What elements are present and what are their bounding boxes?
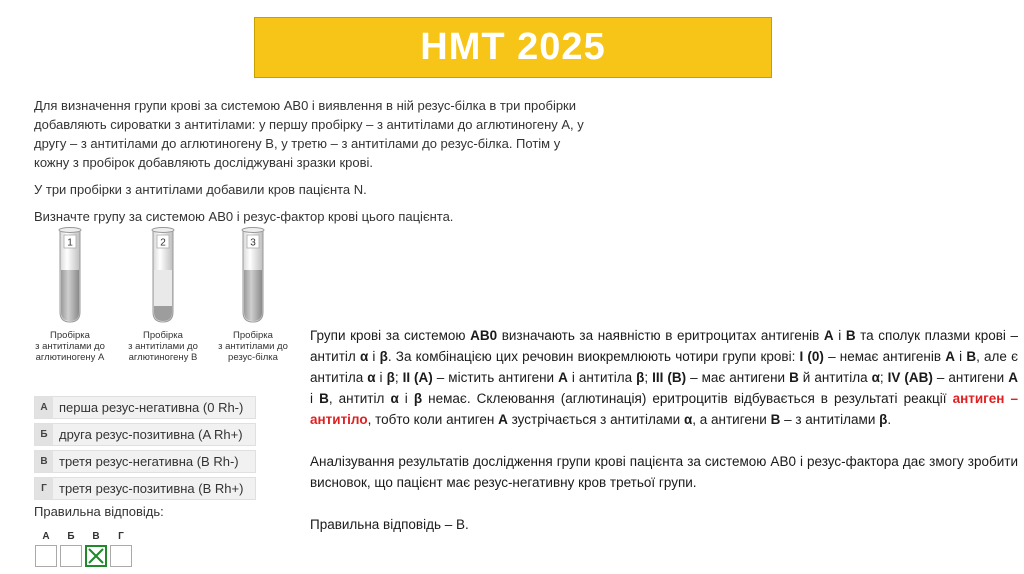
text-run: А: [1008, 370, 1018, 385]
text-run: , а антигени: [692, 412, 771, 427]
text-run: й антитіла: [798, 370, 872, 385]
tube-number: 3: [250, 237, 256, 249]
answer-checkbox[interactable]: [110, 545, 132, 567]
option-letter: Г: [35, 478, 53, 499]
option-text: друга резус-позитивна (A Rh+): [59, 427, 243, 442]
text-run: β: [413, 391, 423, 406]
text-run: – містить антигени: [432, 370, 559, 385]
text-run: і: [833, 328, 846, 343]
text-run: – має антигени: [686, 370, 790, 385]
text-run: Групи крові за системою: [310, 328, 471, 343]
text-run: α: [359, 349, 369, 364]
tube-caption-line: з антитілами до: [35, 341, 105, 352]
text-run: IV (AB): [887, 370, 933, 385]
text-run: і антитіла: [567, 370, 637, 385]
text-run: β: [879, 412, 888, 427]
tube-caption-line: аглютиногену В: [128, 352, 198, 363]
text-run: А: [945, 349, 955, 364]
text-run: В: [770, 412, 781, 427]
tube-caption-line: аглютиногену А: [35, 352, 105, 363]
text-run: α: [871, 370, 880, 385]
text-run: III (B): [652, 370, 687, 385]
tube-number: 1: [67, 237, 73, 249]
answer-cell: [59, 531, 83, 567]
text-run: І (0): [799, 349, 824, 364]
text-run: А: [498, 412, 508, 427]
explanation-answer: Правильна відповідь – В.: [310, 517, 469, 532]
text-run: – немає антигенів: [823, 349, 946, 364]
test-tube-icon: [143, 226, 183, 326]
text-run: та сполук плазми крові – антитіл: [310, 328, 1018, 364]
explanation: [310, 325, 1018, 535]
highlighted-term: антиген – антитіло: [310, 391, 1019, 427]
test-tube-3: [205, 226, 301, 363]
text-run: немає. Склеювання (аглютинація) еритроцитів відбувається в результаті реакції: [422, 391, 953, 406]
text-run: В: [845, 328, 856, 343]
answer-grid: [34, 531, 134, 567]
text-run: і: [375, 370, 387, 385]
answer-cell-letter: А: [42, 531, 50, 542]
text-run: α: [367, 370, 376, 385]
option-text: перша резус-негативна (0 Rh-): [59, 400, 244, 415]
tube-caption-line: Пробірка: [50, 330, 90, 341]
test-tube-icon: [50, 226, 90, 326]
text-run: β: [379, 349, 388, 364]
test-tube-1: [22, 226, 118, 363]
text-run: α: [390, 391, 399, 406]
option-letter: В: [35, 451, 53, 472]
page-title: НМТ 2025: [420, 26, 606, 68]
text-run: і: [955, 349, 967, 364]
option-letter: А: [35, 397, 53, 418]
option-b: [34, 423, 256, 446]
task-question: Визначте групу за системою АВ0 і резус-фактор крові цього пацієнта.: [34, 209, 454, 224]
option-letter: Б: [35, 424, 53, 445]
tube-caption-line: з антитілами до: [218, 341, 288, 352]
tube-number: 2: [160, 237, 166, 249]
text-run: α: [683, 412, 693, 427]
text-run: β: [386, 370, 395, 385]
task-paragraph: Для визначення групи крові за системою АВ0 і виявлення в ній резус-білка в три пробірки добавляють сироватки з антитілами: у першу пробірку – з антитілами до аглютиногену А, у другу – з антитілами до аглютиногену В, у третю – з антитілами до резус-білка. Потім у кожну з пробірок добавляють досліджувані зразки крові.: [34, 98, 584, 170]
answer-cell: [34, 531, 58, 567]
text-run: В: [966, 349, 977, 364]
option-g: [34, 477, 256, 500]
test-tube-2: [115, 226, 211, 363]
explanation-conclusion: Аналізування результатів дослідження групи крові пацієнта за системою АВ0 і резус-фактора дає змогу зробити висновок, що пацієнт має резус-негативну кров третьої групи.: [310, 454, 1018, 490]
text-run: ;: [644, 370, 653, 385]
test-tubes-illustration: [34, 226, 304, 376]
option-text: третя резус-позитивна (B Rh+): [59, 481, 244, 496]
text-run: АВ0: [470, 328, 498, 343]
text-run: – антигени: [932, 370, 1009, 385]
answer-checkbox[interactable]: [60, 545, 82, 567]
answer-label: Правильна відповідь:: [34, 504, 164, 519]
text-run: зустрічається з антитілами: [507, 412, 684, 427]
text-run: – з антитілами: [780, 412, 880, 427]
answer-options: [34, 396, 256, 504]
option-a: [34, 396, 256, 419]
text-run: β: [636, 370, 645, 385]
explanation-paragraph: [310, 325, 1018, 430]
test-tube-icon: [233, 226, 273, 326]
task-text: [34, 96, 594, 234]
tube-caption-line: резус-білка: [228, 352, 278, 363]
option-v: [34, 450, 256, 473]
answer-cell-letter: В: [92, 531, 100, 542]
text-run: .: [887, 412, 892, 427]
tube-caption-line: Пробірка: [233, 330, 273, 341]
tube-caption-line: Пробірка: [143, 330, 183, 341]
tube-caption: [115, 330, 211, 363]
text-run: , антитіл: [328, 391, 391, 406]
text-run: і: [368, 349, 380, 364]
answer-cell: [84, 531, 108, 567]
text-run: визначають за наявністю в еритроцитах антигенів: [497, 328, 824, 343]
text-run: В: [789, 370, 799, 385]
text-run: А: [558, 370, 568, 385]
text-run: і: [310, 391, 320, 406]
answer-checkbox-checked[interactable]: [85, 545, 107, 567]
text-run: II (A): [402, 370, 433, 385]
tube-caption: [22, 330, 118, 363]
text-run: і: [398, 391, 414, 406]
answer-cell-letter: Г: [118, 531, 124, 542]
text-run: ;: [879, 370, 888, 385]
tube-caption-line: з антитілами до: [128, 341, 198, 352]
text-run: , тобто коли антиген: [367, 412, 499, 427]
text-run: , але є антитіла: [310, 349, 1018, 385]
tube-caption: [205, 330, 301, 363]
text-run: А: [823, 328, 834, 343]
answer-cell: [109, 531, 133, 567]
text-run: В: [319, 391, 329, 406]
option-text: третя резус-негативна (B Rh-): [59, 454, 239, 469]
title-banner: [254, 17, 772, 78]
answer-cell-letter: Б: [67, 531, 75, 542]
cross-mark-icon: [87, 547, 105, 565]
task-paragraph: У три пробірки з антитілами добавили кров пацієнта N.: [34, 182, 367, 197]
text-run: ;: [394, 370, 403, 385]
answer-checkbox[interactable]: [35, 545, 57, 567]
text-run: . За комбінацією цих речовин виокремлюють чотири групи крові:: [387, 349, 800, 364]
